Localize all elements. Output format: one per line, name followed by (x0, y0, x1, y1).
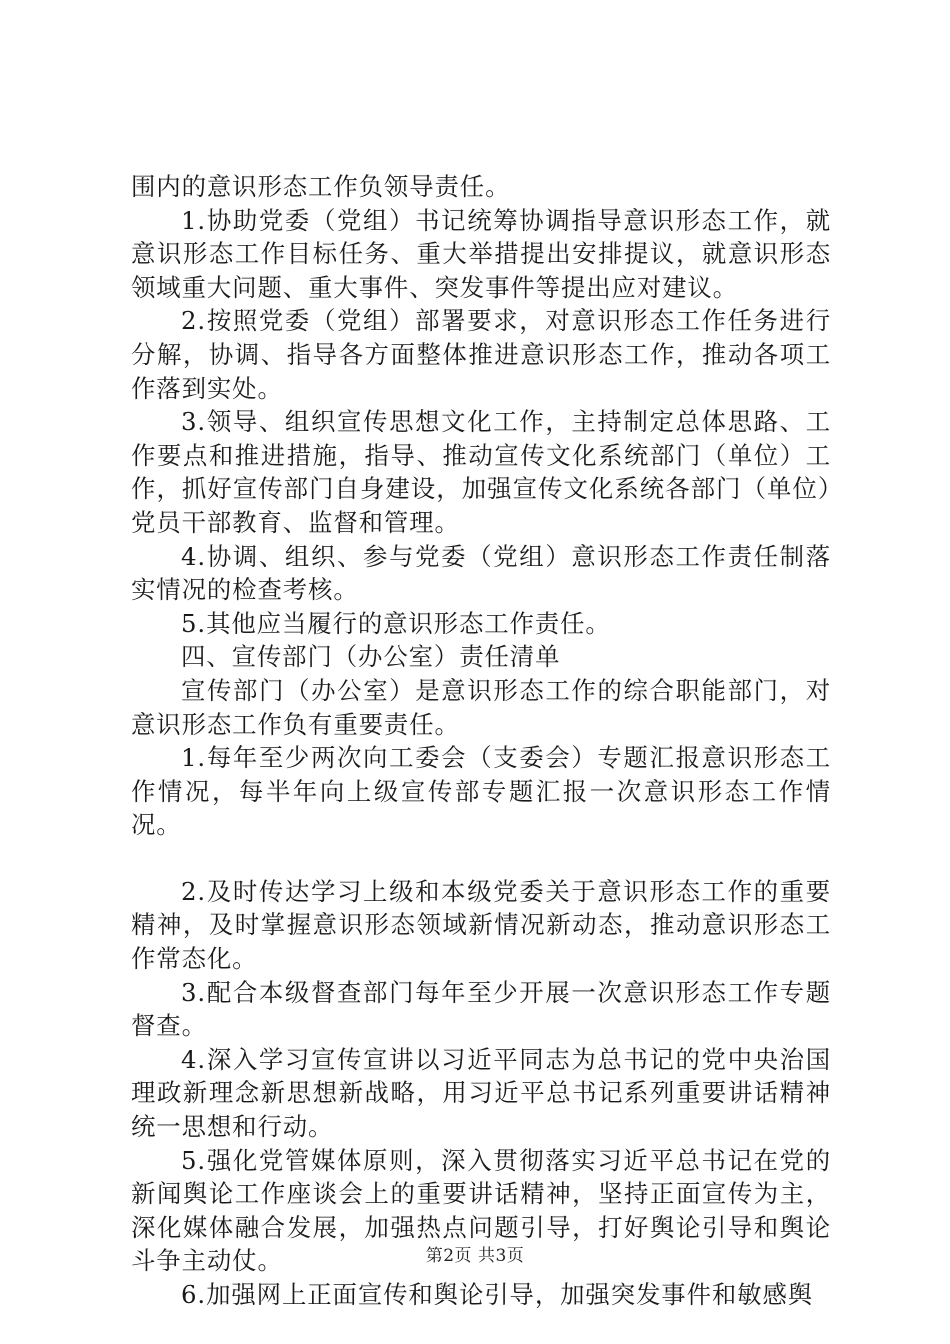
page-number-footer: 第2页 共3页 (425, 1246, 525, 1266)
section-intro: 宣传部门（办公室）是意识形态工作的综合职能部门，对意识形态工作负有重要责任。 (131, 675, 831, 739)
paragraph-dept-item-6: 6.加强网上正面宣传和舆论引导，加强突发事件和敏感舆 (181, 1280, 814, 1309)
paragraph-dept-item-3: 3.配合本级督查部门每年至少开展一次意识形态工作专题督查。 (131, 977, 831, 1041)
paragraph-item-3: 3.领导、组织宣传思想文化工作，主持制定总体思路、工作要点和推进措施，指导、推动宣传文化系统部门（单位）工作，抓好宣传部门自身建设，加强宣传文化系统各部门（单位）党员干部教育、监督和管理。 (131, 407, 831, 537)
paragraph-item-4: 4.协调、组织、参与党委（党组）意识形态工作责任制落实情况的检查考核。 (131, 541, 831, 605)
paragraph-item-5: 5.其他应当履行的意识形态工作责任。 (181, 608, 611, 638)
paragraph-dept-item-2: 2.及时传达学习上级和本级党委关于意识形态工作的重要精神，及时掌握意识形态领域新情况新动态，推动意识形态工作常态化。 (131, 876, 831, 974)
paragraph-dept-item-5: 5.强化党管媒体原则，深入贯彻落实习近平总书记在党的新闻舆论工作座谈会上的重要讲话精神，坚持正面宣传为主，深化媒体融合发展，加强热点问题引导，打好舆论引导和舆论斗争主动仗。 (131, 1145, 831, 1276)
paragraph-item-1: 1.协助党委（党组）书记统筹协调指导意识形态工作，就意识形态工作目标任务、重大举措提出安排提议，就意识形态领域重大问题、重大事件、突发事件等提出应对建议。 (131, 205, 831, 302)
paragraph-dept-item-1: 1.每年至少两次向工委会（支委会）专题汇报意识形态工作情况，每半年向上级宣传部专题汇报一次意识形态工作情况。 (131, 743, 831, 840)
paragraph-dept-item-4: 4.深入学习宣传宣讲以习近平同志为总书记的党中央治国理政新理念新思想新战略，用习近平总书记系列重要讲话精神统一思想和行动。 (131, 1044, 831, 1142)
section-heading: 四、宣传部门（办公室）责任清单 (181, 642, 561, 672)
paragraph-item-2: 2.按照党委（党组）部署要求，对意识形态工作任务进行分解，协调、指导各方面整体推进意识形态工作，推动各项工作落到实处。 (131, 306, 831, 403)
paragraph-continuation: 围内的意识形态工作负领导责任。 (131, 172, 511, 201)
document-body (131, 170, 831, 1312)
